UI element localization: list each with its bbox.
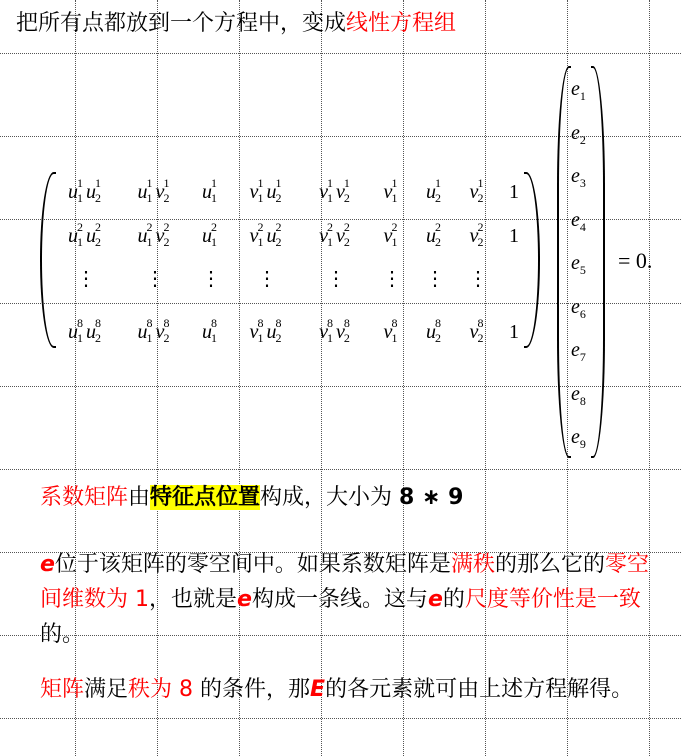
matrix-size: 8 ∗ 9 xyxy=(399,485,464,510)
matrix-row xyxy=(56,220,524,254)
matrix-cell: u 1 1 u 1 2 xyxy=(68,176,101,205)
matrix-cell: v 8 1 u 8 2 xyxy=(249,316,282,345)
matrix-cell: 1 xyxy=(509,225,519,247)
matrix-row xyxy=(56,316,524,350)
matrix-cell: v 2 1 v 2 2 xyxy=(319,220,350,249)
matrix-cell: v 1 1 v 1 2 xyxy=(319,176,350,205)
text: 秩为 8 xyxy=(128,677,194,702)
vector-entry: $e_7$ xyxy=(571,339,586,364)
text: 尺度等价性是一致 xyxy=(464,587,641,612)
matrix-cell: ⋮ xyxy=(468,268,488,290)
vector-entry: $e_1$ xyxy=(571,78,586,103)
matrix-cell: u 1 1 xyxy=(202,176,217,205)
matrix-cell: v 8 1 v 8 2 xyxy=(319,316,350,345)
text: 的那么它的 xyxy=(494,552,605,577)
e-vector xyxy=(557,66,605,458)
equals-zero: = 0. xyxy=(618,248,653,273)
matrix-cell: ⋮ xyxy=(145,268,165,290)
title-highlight: 线性方程组 xyxy=(346,11,457,36)
text: 位于该矩阵的零空间中。如果系数矩阵是 xyxy=(54,552,451,577)
text: 由 xyxy=(128,485,151,510)
grid-line xyxy=(0,718,681,719)
text: 零空间维数为 1 xyxy=(40,552,649,612)
grid-line xyxy=(0,469,681,470)
matrix-cell: 1 xyxy=(509,321,519,343)
text: 的 xyxy=(442,587,465,612)
matrix-cell: u 8 1 xyxy=(202,316,217,345)
vector-entry: $e_6$ xyxy=(571,295,586,321)
title-text: 把所有点都放到一个方程中，变成 xyxy=(16,11,347,36)
matrix-cell: u 2 1 v 2 2 xyxy=(137,220,170,249)
paragraph-rank xyxy=(40,672,660,707)
highlighted-text: 特征点位置 xyxy=(150,485,261,510)
matrix-cell: v 1 1 u 1 2 xyxy=(249,176,282,205)
matrix-cell: v 8 2 xyxy=(469,316,484,345)
matrix-cell: v 2 1 xyxy=(383,220,398,249)
paragraph-matrix-size xyxy=(40,480,660,515)
text: 矩阵 xyxy=(40,677,85,702)
coefficient-matrix xyxy=(40,172,540,348)
right-paren xyxy=(524,172,540,348)
e-symbol: e xyxy=(427,587,443,612)
left-paren xyxy=(40,172,56,348)
matrix-cell: ⋮ xyxy=(76,268,96,290)
vector-entry: $e_2$ xyxy=(571,121,586,147)
matrix-cell: ⋮ xyxy=(257,268,277,290)
matrix-cell: ⋮ xyxy=(382,268,402,290)
vector-entry: $e_5$ xyxy=(571,252,586,277)
grid-line xyxy=(0,53,681,54)
matrix-cell: u 8 2 xyxy=(426,316,441,345)
matrix-cell: v 2 1 u 2 2 xyxy=(249,220,282,249)
matrix-cell: v 8 1 xyxy=(383,316,398,345)
text: 满秩 xyxy=(450,552,495,577)
right-paren xyxy=(591,66,605,458)
text: ，也就是 xyxy=(149,587,238,612)
text: 构成，大小为 xyxy=(260,485,400,510)
matrix-cell: v 1 2 xyxy=(469,176,484,205)
vector-entry: $e_9$ xyxy=(571,426,586,451)
matrix-cell: u 8 1 v 8 2 xyxy=(137,316,170,345)
matrix-cell: ⋮ xyxy=(201,268,221,290)
matrix-cell: u 2 2 xyxy=(426,220,441,249)
text: 构成一条线。这与 xyxy=(251,587,428,612)
E-symbol: E xyxy=(310,677,326,702)
matrix-cell: u 8 1 u 8 2 xyxy=(68,316,101,345)
matrix-row xyxy=(56,176,524,210)
matrix-cell: ⋮ xyxy=(425,268,445,290)
matrix-cell: u 2 1 u 2 2 xyxy=(68,220,101,249)
matrix-cell: 1 xyxy=(509,181,519,203)
text: 满足 xyxy=(84,677,129,702)
matrix-cell: ⋮ xyxy=(326,268,346,290)
matrix-cell: u 1 2 xyxy=(426,176,441,205)
text: 的各元素就可由上述方程解得。 xyxy=(325,677,634,702)
text: 的条件，那 xyxy=(193,677,311,702)
vector-entry: $e_8$ xyxy=(571,382,586,408)
paragraph-null-space xyxy=(40,547,660,652)
matrix-row xyxy=(56,266,524,296)
text: 的。 xyxy=(40,622,85,647)
matrix-cell: v 1 1 xyxy=(383,176,398,205)
vector-entry: $e_3$ xyxy=(571,165,586,190)
page-title xyxy=(16,6,456,37)
matrix-cell: u 2 1 xyxy=(202,220,217,249)
matrix-cell: v 2 2 xyxy=(469,220,484,249)
e-symbol: e xyxy=(40,552,55,577)
text: 系数矩阵 xyxy=(40,485,129,510)
matrix-cell: u 1 1 v 1 2 xyxy=(137,176,170,205)
e-symbol: e xyxy=(237,587,252,612)
vector-entry: $e_4$ xyxy=(571,208,586,234)
left-paren xyxy=(557,66,571,458)
